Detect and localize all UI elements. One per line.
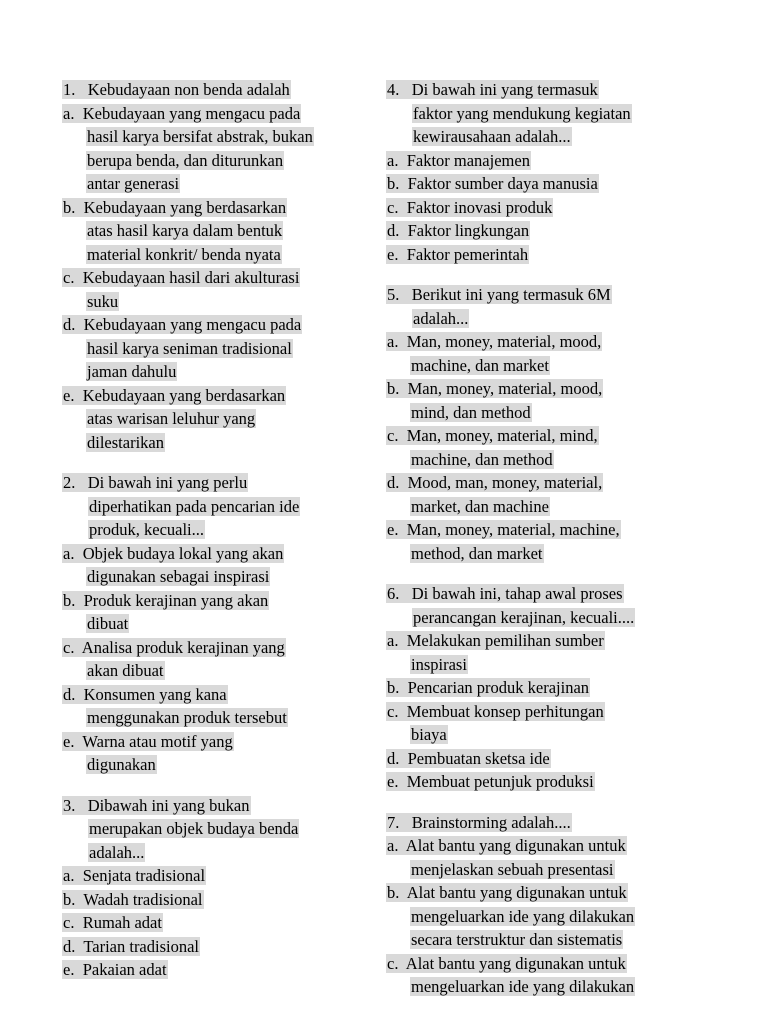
highlighted-text: mind, dan method: [411, 402, 531, 422]
text-line: [62, 518, 358, 542]
text-line: [62, 958, 358, 982]
text-line: [386, 606, 696, 630]
highlighted-text: e. Warna atau motif yang: [63, 731, 233, 751]
highlighted-text: biaya: [411, 725, 447, 744]
highlighted-text: d. Mood, man, money, material,: [387, 473, 603, 492]
highlighted-text: a. Objek budaya lokal yang akan: [63, 543, 284, 563]
text-line: [62, 243, 358, 267]
highlighted-text: b. Alat bantu yang digunakan untuk: [387, 883, 627, 902]
text-line: [386, 330, 696, 354]
text-line: [386, 172, 696, 196]
highlighted-text: a. Senjata tradisional: [63, 866, 206, 885]
highlighted-text: b. Pencarian produk kerajinan: [387, 678, 590, 697]
highlighted-text: kewirausahaan adalah...: [413, 127, 571, 146]
text-line: [62, 794, 358, 818]
text-line: [62, 730, 358, 754]
text-line: [386, 834, 696, 858]
highlighted-text: b. Wadah tradisional: [63, 889, 203, 909]
text-line: [386, 975, 696, 999]
text-line: [62, 589, 358, 613]
highlighted-text: machine, dan method: [411, 449, 553, 469]
text-line: [386, 700, 696, 724]
highlighted-text: akan dibuat: [87, 661, 164, 680]
highlighted-text: menggunakan produk tersebut: [87, 708, 287, 727]
text-line: [386, 219, 696, 243]
text-line: [62, 360, 358, 384]
text-line: [62, 542, 358, 566]
text-line: [62, 172, 358, 196]
highlighted-text: menjelaskan sebuah presentasi: [411, 859, 614, 879]
text-line: [62, 817, 358, 841]
highlighted-text: digunakan: [87, 755, 156, 774]
text-line: [62, 290, 358, 314]
highlighted-text: a. Faktor manajemen: [387, 150, 530, 170]
highlighted-text: 3. Dibawah ini yang bukan: [63, 795, 250, 815]
highlighted-text: machine, dan market: [411, 355, 549, 375]
highlighted-text: secara terstruktur dan sistematis: [411, 930, 623, 949]
highlighted-text: jaman dahulu: [87, 362, 177, 381]
text-line: [62, 337, 358, 361]
highlighted-text: berupa benda, dan diturunkan: [87, 150, 284, 170]
text-line: [386, 770, 696, 794]
text-line: [386, 125, 696, 149]
highlighted-text: 5. Berikut ini yang termasuk 6M: [387, 285, 611, 304]
text-line: [386, 448, 696, 472]
text-line: [386, 307, 696, 331]
text-line: [62, 125, 358, 149]
text-line: [62, 384, 358, 408]
highlighted-text: adalah...: [89, 842, 145, 862]
text-line: [62, 683, 358, 707]
highlighted-text: merupakan objek budaya benda: [89, 819, 299, 838]
text-line: [386, 424, 696, 448]
text-line: [386, 881, 696, 905]
highlighted-text: b. Produk kerajinan yang akan: [63, 590, 269, 610]
highlighted-text: hasil karya seniman tradisional: [87, 338, 292, 358]
highlighted-text: e. Faktor pemerintah: [387, 244, 529, 264]
text-line: [62, 407, 358, 431]
highlighted-text: market, dan machine: [411, 496, 549, 516]
question-block: [62, 78, 358, 454]
text-line: [62, 266, 358, 290]
text-line: [386, 858, 696, 882]
text-line: [62, 888, 358, 912]
highlighted-text: b. Man, money, material, mood,: [387, 379, 603, 398]
highlighted-text: d. Tarian tradisional: [63, 936, 200, 956]
highlighted-text: produk, kecuali...: [89, 520, 205, 539]
text-line: [62, 935, 358, 959]
text-line: [386, 723, 696, 747]
text-line: [386, 354, 696, 378]
highlighted-text: inspirasi: [411, 654, 467, 674]
highlighted-text: mengeluarkan ide yang dilakukan: [411, 906, 635, 926]
question-block: [386, 78, 696, 266]
highlighted-text: d. Konsumen yang kana: [63, 684, 227, 704]
text-line: [62, 706, 358, 730]
text-line: [62, 841, 358, 865]
highlighted-text: atas hasil karya dalam bentuk: [87, 221, 283, 240]
text-line: [62, 471, 358, 495]
two-column-layout: [62, 78, 706, 1016]
highlighted-text: b. Kebudayaan yang berdasarkan: [63, 197, 287, 217]
text-line: [386, 928, 696, 952]
text-line: [62, 753, 358, 777]
highlighted-text: c. Rumah adat: [63, 913, 162, 932]
text-line: [62, 565, 358, 589]
question-block: [386, 582, 696, 794]
text-line: [386, 283, 696, 307]
highlighted-text: d. Faktor lingkungan: [387, 221, 530, 240]
text-line: [62, 495, 358, 519]
text-line: [386, 811, 696, 835]
text-line: [386, 149, 696, 173]
question-block: [386, 811, 696, 999]
text-line: [386, 905, 696, 929]
highlighted-text: 4. Di bawah ini yang termasuk: [387, 80, 598, 99]
highlighted-text: e. Pakaian adat: [63, 960, 167, 979]
text-line: [386, 952, 696, 976]
highlighted-text: adalah...: [413, 308, 469, 328]
highlighted-text: a. Kebudayaan yang mengacu pada: [63, 103, 301, 123]
text-line: [386, 196, 696, 220]
text-line: [62, 659, 358, 683]
highlighted-text: dilestarikan: [87, 432, 164, 452]
text-line: [62, 636, 358, 660]
right-column: [386, 78, 696, 1016]
highlighted-text: method, dan market: [411, 543, 543, 563]
highlighted-text: c. Kebudayaan hasil dari akulturasi: [63, 268, 300, 287]
highlighted-text: b. Faktor sumber daya manusia: [387, 174, 598, 193]
highlighted-text: c. Man, money, material, mind,: [387, 426, 598, 445]
text-line: [62, 431, 358, 455]
highlighted-text: mengeluarkan ide yang dilakukan: [411, 977, 635, 996]
text-line: [386, 518, 696, 542]
question-block: [62, 471, 358, 777]
text-line: [386, 747, 696, 771]
highlighted-text: d. Pembuatan sketsa ide: [387, 748, 550, 768]
text-line: [386, 676, 696, 700]
highlighted-text: digunakan sebagai inspirasi: [87, 567, 270, 586]
highlighted-text: e. Kebudayaan yang berdasarkan: [63, 385, 286, 405]
text-line: [62, 102, 358, 126]
highlighted-text: c. Membuat konsep perhitungan: [387, 701, 604, 721]
text-line: [386, 653, 696, 677]
highlighted-text: atas warisan leluhur yang: [87, 409, 256, 428]
highlighted-text: e. Man, money, material, machine,: [387, 520, 620, 539]
text-line: [62, 196, 358, 220]
text-line: [62, 612, 358, 636]
highlighted-text: 2. Di bawah ini yang perlu: [63, 473, 248, 492]
highlighted-text: a. Man, money, material, mood,: [387, 332, 602, 351]
highlighted-text: faktor yang mendukung kegiatan: [413, 103, 631, 123]
highlighted-text: dibuat: [87, 614, 129, 633]
highlighted-text: e. Membuat petunjuk produksi: [387, 772, 594, 791]
text-line: [386, 629, 696, 653]
highlighted-text: suku: [87, 291, 119, 311]
highlighted-text: c. Faktor inovasi produk: [387, 197, 553, 217]
text-line: [386, 401, 696, 425]
highlighted-text: perancangan kerajinan, kecuali....: [413, 607, 635, 627]
text-line: [386, 471, 696, 495]
left-column: [62, 78, 358, 999]
text-line: [62, 78, 358, 102]
highlighted-text: 1. Kebudayaan non benda adalah: [63, 80, 290, 99]
text-line: [62, 864, 358, 888]
text-line: [386, 243, 696, 267]
text-line: [386, 542, 696, 566]
text-line: [386, 78, 696, 102]
highlighted-text: antar generasi: [87, 174, 180, 193]
highlighted-text: hasil karya bersifat abstrak, bukan: [87, 127, 313, 146]
highlighted-text: a. Melakukan pemilihan sumber: [387, 631, 604, 650]
text-line: [386, 102, 696, 126]
question-block: [386, 283, 696, 565]
highlighted-text: diperhatikan pada pencarian ide: [89, 496, 300, 516]
text-line: [386, 495, 696, 519]
highlighted-text: 7. Brainstorming adalah....: [387, 812, 571, 832]
highlighted-text: a. Alat bantu yang digunakan untuk: [387, 836, 626, 855]
text-line: [62, 219, 358, 243]
highlighted-text: d. Kebudayaan yang mengacu pada: [63, 315, 302, 334]
text-line: [62, 911, 358, 935]
text-line: [386, 582, 696, 606]
highlighted-text: material konkrit/ benda nyata: [87, 244, 281, 264]
question-block: [62, 794, 358, 982]
highlighted-text: c. Alat bantu yang digunakan untuk: [387, 953, 626, 973]
text-line: [386, 377, 696, 401]
highlighted-text: 6. Di bawah ini, tahap awal proses: [387, 584, 623, 603]
highlighted-text: c. Analisa produk kerajinan yang: [63, 637, 285, 657]
text-line: [62, 149, 358, 173]
text-line: [62, 313, 358, 337]
